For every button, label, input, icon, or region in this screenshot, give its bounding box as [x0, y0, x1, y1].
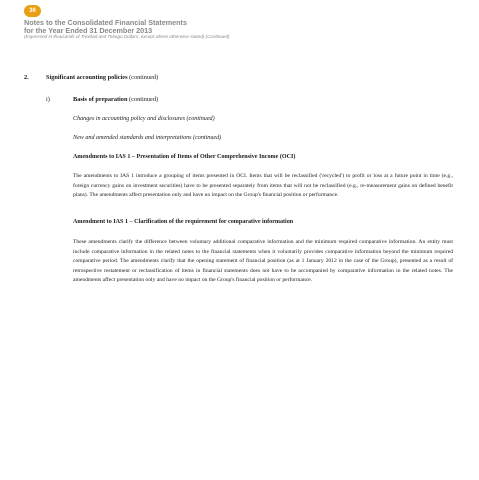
page-header-subtitle: (Expressed in thousands of Trinidad and Tobago Dollars, except where otherwise stated) (Continued): [24, 34, 230, 39]
subsection-title-suffix: (continued): [127, 96, 159, 103]
page-header-title: [24, 19, 187, 34]
italic-subheading-2: New and amended standards and interpretations (continued): [73, 135, 222, 141]
header-title-line1: Notes to the Consolidated Financial Statements: [24, 18, 187, 27]
italic-subheading-1: Changes in accounting policy and disclosures (continued): [73, 116, 215, 122]
page-number-badge: 36: [24, 5, 41, 17]
subsection-title-text: Basis of preparation: [73, 96, 128, 103]
block-paragraph-oci: The amendments to IAS 1 introduce a grouping of items presented in OCI. Items that will be reclassified ('recycled') to profit or loss at a future point in time (e.g., foreign currency gains on investment securities) have to be presented separately from items that will not be reclassified (e.g., re-measurement gains on defined benefit plans). The amendments affect presentation only and have no impact on the Group's financial position or performance.: [73, 173, 453, 198]
section-title-suffix: (continued): [127, 74, 159, 81]
section-number: 2.: [24, 74, 29, 81]
block-heading-oci: Amendments to IAS 1 – Presentation of Items of Other Comprehensive Income (OCI): [73, 154, 296, 160]
section-title: [46, 74, 158, 81]
block-heading-comparative: Amendment to IAS 1 – Clarification of the requirement for comparative information: [73, 219, 294, 225]
subsection-number: i): [46, 96, 50, 103]
header-title-line2: for the Year Ended 31 December 2013: [24, 25, 153, 35]
subsection-title: [73, 96, 158, 103]
block-paragraph-comparative: These amendments clarify the difference between voluntary additional comparative information and the minimum required comparative information. An entity must include comparative information in the related notes to the financial statements when it voluntarily provides comparative information beyond the minimum required comparative period. The amendments clarify that the opening statement of financial position (as at 1 January 2012 in the case of the Group), presented as a result of retrospective restatement or reclassification of items in financial statements does not have to be accompanied by comparative information in the related notes. The amendments affect presentation only and have no impact on the Group's financial position or performance.: [73, 239, 453, 283]
section-title-text: Significant accounting policies: [46, 74, 128, 81]
